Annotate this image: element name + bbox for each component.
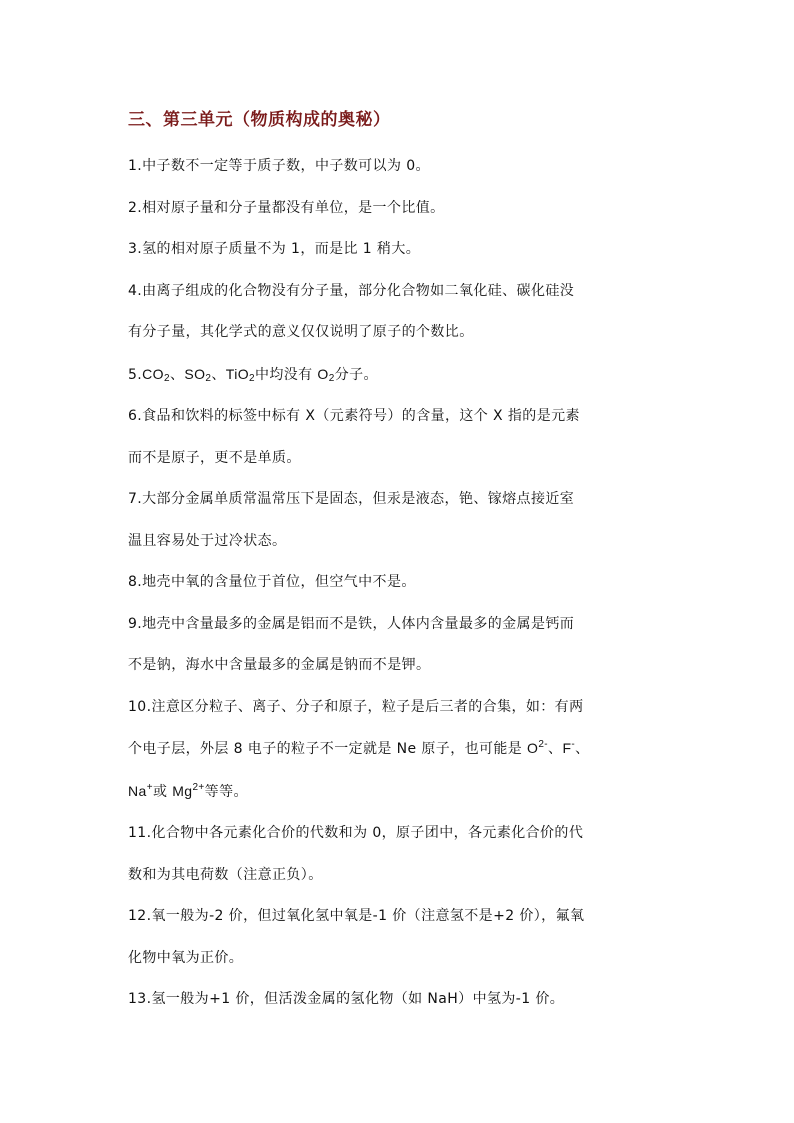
note-line: 化物中氧为正价。 <box>128 949 244 966</box>
note-line: 数和为其电荷数（注意正负）。 <box>128 866 323 883</box>
note-item-13 <box>128 979 668 1021</box>
note-line: 12.氧一般为-2 价，但过氧化氢中氧是-1 价（注意氢不是+2 价），氟氧 <box>128 908 585 924</box>
separator: 、 <box>169 366 185 383</box>
note-line <box>128 354 668 397</box>
note-item-1 <box>128 146 668 188</box>
document-page <box>128 108 668 1021</box>
separator: 、 <box>211 366 226 383</box>
note-line <box>128 728 668 771</box>
note-line: 2.相对原子量和分子量都没有单位，是一个比值。 <box>128 199 445 216</box>
item-number: 5. <box>128 366 143 383</box>
text-fragment: 分子。 <box>334 366 378 383</box>
note-line: 6.食品和饮料的标签中标有 X（元素符号）的含量，这个 X 指的是元素 <box>128 408 580 424</box>
note-item-12 <box>128 896 668 979</box>
note-line: 4.由离子组成的化合物没有分子量，部分化合物如二氧化硅、碳化硅没 <box>128 282 575 299</box>
note-line: 温且容易处于过冷状态。 <box>128 532 287 549</box>
note-line: 7.大部分金属单质常温常压下是固态，但汞是液态，铯、镓熔点接近室 <box>128 491 575 507</box>
note-line: 10.注意区分粒子、离子、分子和原子，粒子是后三者的合集，如：有两 <box>128 698 584 715</box>
ion-oxide: $O^{2-}$ <box>527 739 549 756</box>
note-item-2 <box>128 188 668 230</box>
text-fragment: 或 <box>152 783 173 800</box>
separator: 、 <box>575 741 590 757</box>
note-line: 1.中子数不一定等于质子数，中子数可以为 0。 <box>128 158 430 174</box>
ion-fluoride: F- <box>562 739 576 756</box>
note-line: 不是钠，海水中含量最多的金属是钠而不是钾。 <box>128 657 431 673</box>
note-item-6 <box>128 396 668 479</box>
note-line <box>128 771 668 814</box>
note-item-5 <box>128 354 668 397</box>
section-heading: 三、第三单元（物质构成的奥秘） <box>128 110 391 130</box>
note-line: 8.地壳中氧的含量位于首位，但空气中不是。 <box>128 574 416 590</box>
note-item-4 <box>128 271 668 354</box>
note-item-9 <box>128 604 668 687</box>
note-item-10 <box>128 687 668 814</box>
note-list <box>128 146 668 1021</box>
text-fragment: 中均没有 <box>254 366 318 383</box>
formula-so2: $SO_2$ <box>184 365 212 384</box>
note-line: 13.氢一般为+1 价，但活泼金属的氢化物（如 NaH）中氢为-1 价。 <box>128 991 565 1007</box>
note-line: 有分子量，其化学式的意义仅仅说明了原子的个数比。 <box>128 324 474 340</box>
text-fragment: 个电子层，外层 8 电子的粒子不一定就是 Ne 原子，也可能是 <box>128 741 528 757</box>
note-item-11 <box>128 813 668 896</box>
note-line: 而不是原子，更不是单质。 <box>128 449 301 466</box>
separator: 、 <box>548 741 563 757</box>
note-item-7 <box>128 479 668 562</box>
note-item-8 <box>128 562 668 604</box>
text-fragment: 等等。 <box>204 783 248 800</box>
formula-o2: $O_2$ <box>317 365 335 384</box>
note-line: 11.化合物中各元素化合价的代数和为 0，原子团中，各元素化合价的代 <box>128 825 584 841</box>
note-item-3 <box>128 229 668 271</box>
note-line: 3.氢的相对原子质量不为 1，而是比 1 稍大。 <box>128 241 421 257</box>
note-line: 9.地壳中含量最多的金属是铝而不是铁，人体内含量最多的金属是钙而 <box>128 615 575 632</box>
formula-co2: $CO_2$ <box>142 365 170 384</box>
ion-sodium: Na+ <box>128 781 153 799</box>
ion-magnesium: $Mg^{2+}$ <box>172 781 205 799</box>
formula-tio2: TiO$_2$ <box>225 365 255 384</box>
